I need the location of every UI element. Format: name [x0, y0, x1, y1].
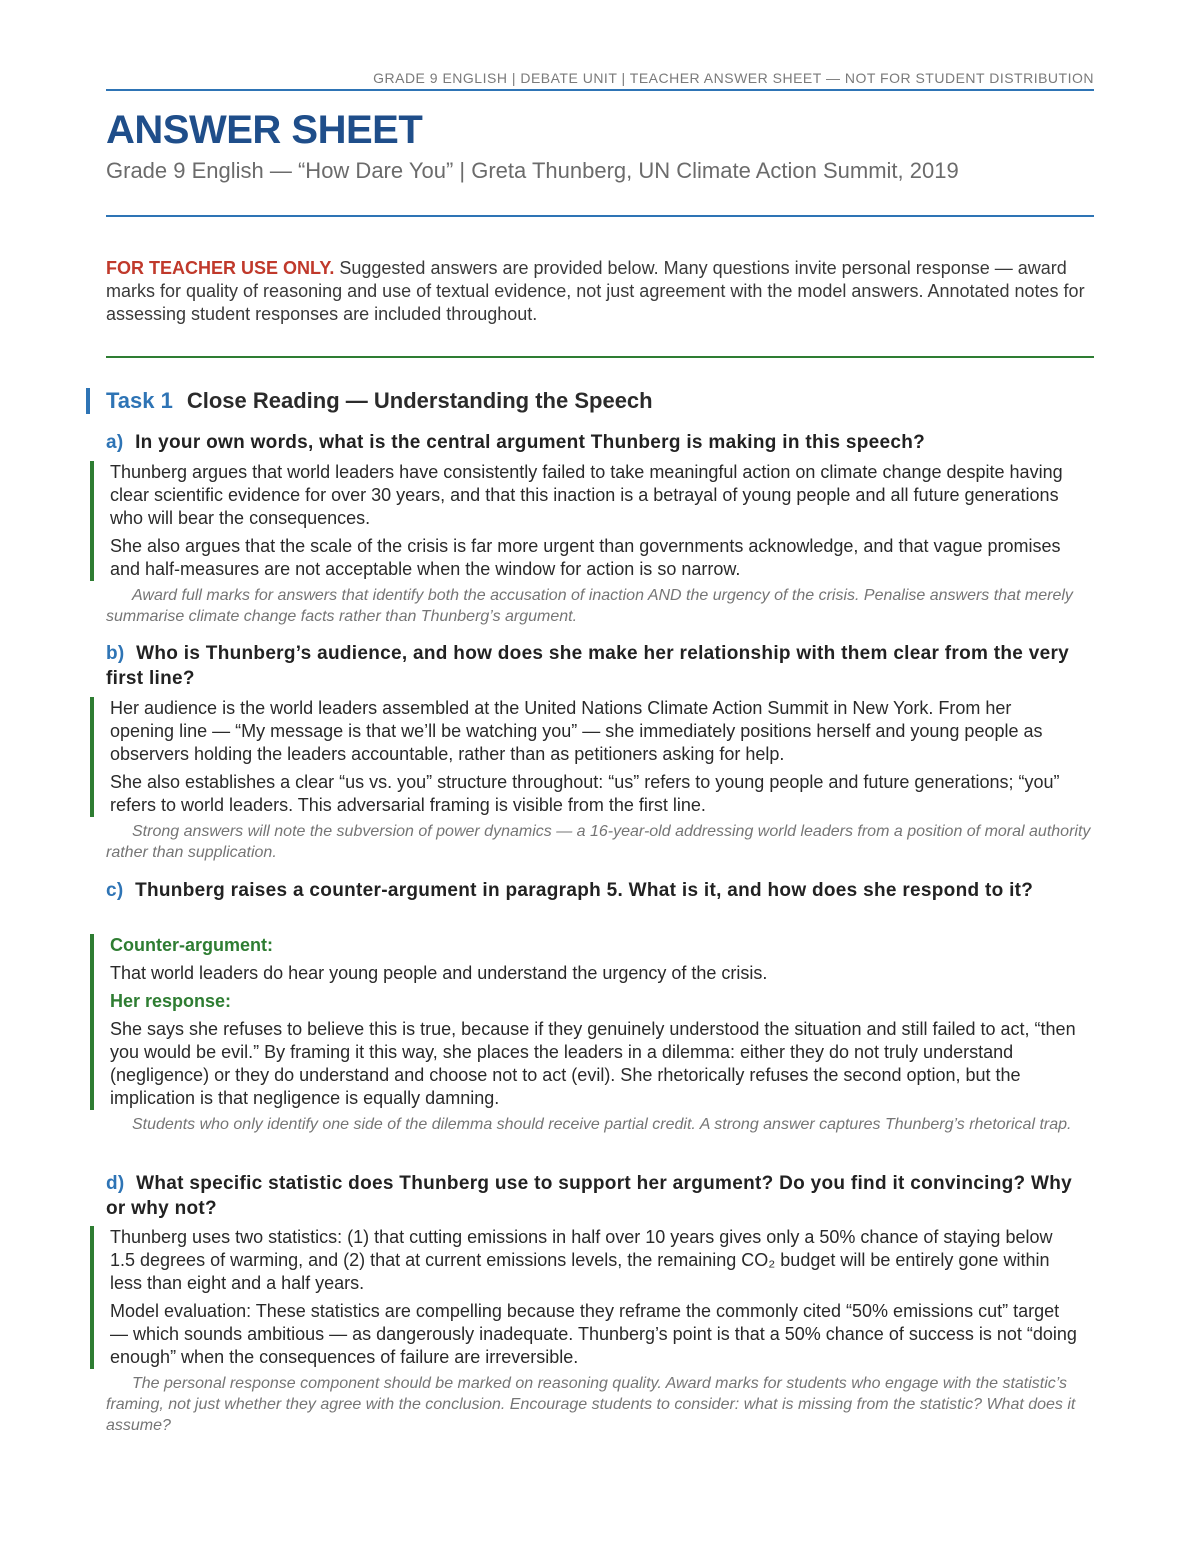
response-text: She says she refuses to believe this is true, because if they genuinely understood the situation and still failed to act, “then you would be evil.” By framing it this way, she places the leaders in a dilemma: either they do not truly understand (negligence) or they do understand and choose not to act (evil). She rhetorically refuses the second option, but the implication is that negligence is equally damning. — [110, 1019, 1076, 1108]
answer-paragraph: She also establishes a clear “us vs. you” structure throughout: “us” refers to young people and future generations; “you” refers to world leaders. This adversarial framing is visible from the first line. — [110, 772, 1060, 815]
question-b — [106, 641, 1094, 691]
task-heading — [86, 388, 653, 414]
task-number: Task 1 — [106, 388, 173, 413]
task-title: Close Reading — Understanding the Speech — [186, 388, 653, 413]
question-text: What specific statistic does Thunberg use to support her argument? Do you find it convincing? Why or why not? — [106, 1173, 1073, 1219]
answer-a — [90, 461, 1078, 581]
teacher-notice-text: Suggested answers are provided below. Many questions invite personal response — award marks for quality of reasoning and use of textual evidence, not just agreement with the model answers. Annotated notes for assessing student responses are included throughout. — [106, 258, 1085, 324]
answer-d — [90, 1226, 1078, 1369]
answer-paragraph: She also argues that the scale of the crisis is far more urgent than governments acknowledge, and that vague promises and half-measures are not acceptable when the window for action is so narrow. — [110, 536, 1061, 579]
page-subtitle: Grade 9 English — “How Dare You” | Greta Thunberg, UN Climate Action Summit, 2019 — [106, 158, 959, 183]
answer-b — [90, 697, 1078, 817]
question-letter: a) — [106, 432, 124, 453]
question-letter: d) — [106, 1173, 125, 1194]
counter-argument-label: Counter-argument: — [110, 935, 273, 955]
question-letter: b) — [106, 643, 125, 664]
answer-paragraph: Model evaluation: These statistics are compelling because they reframe the commonly cited “50% emissions cut” target — which sounds ambitious — as dangerously inadequate. Thunberg’s point is that a 50% chance of success is not “doing enough” when the consequences of failure are irreversible. — [110, 1301, 1077, 1367]
answer-paragraph: Her audience is the world leaders assembled at the United Nations Climate Action Summit in New York. From her opening line — “My message is that we’ll be watching you” — she immediately positions herself and young people as observers holding the leaders accountable, rather than as petitioners asking for help. — [110, 698, 1043, 764]
header-rule — [106, 89, 1094, 91]
question-text: Who is Thunberg’s audience, and how does she make her relationship with them clear from the very first line? — [106, 643, 1070, 689]
teacher-notice-label: FOR TEACHER USE ONLY. — [106, 258, 335, 278]
page-title: ANSWER SHEET — [106, 108, 423, 152]
question-d — [106, 1171, 1094, 1221]
question-a — [106, 430, 1094, 455]
marking-note-b: Strong answers will note the subversion of power dynamics — a 16-year-old addressing world leaders from a position of moral authority rather than supplication. — [106, 823, 1091, 861]
task-accent-bar — [86, 388, 90, 414]
marking-note-c: Students who only identify one side of the dilemma should receive partial credit. A strong answer captures Thunberg’s rhetorical trap. — [132, 1116, 1072, 1133]
question-text: In your own words, what is the central argument Thunberg is making in this speech? — [135, 432, 926, 453]
section-rule — [106, 356, 1094, 358]
question-text: Thunberg raises a counter-argument in paragraph 5. What is it, and how does she respond to it? — [135, 880, 1034, 901]
title-rule — [106, 215, 1094, 217]
running-header: GRADE 9 ENGLISH | DEBATE UNIT | TEACHER ANSWER SHEET — NOT FOR STUDENT DISTRIBUTION — [373, 70, 1094, 86]
answer-paragraph: Thunberg uses two statistics: (1) that cutting emissions in half over 10 years gives only a 50% chance of staying below 1.5 degrees of warming, and (2) that at current emissions levels, the remaining CO₂ budget will be entirely gone within less than eight and a half years. — [110, 1227, 1053, 1293]
teacher-notice — [106, 257, 1094, 326]
response-label: Her response: — [110, 991, 232, 1011]
marking-note-d: The personal response component should be marked on reasoning quality. Award marks for students who engage with the statistic’s framing, not just whether they agree with the conclusion. Encourage students to consider: what is missing from the statistic? What does it assume? — [106, 1375, 1076, 1434]
marking-note-a: Award full marks for answers that identify both the accusation of inaction AND the urgency of the crisis. Penalise answers that merely summarise climate change facts rather than Thunberg’s argument. — [106, 587, 1073, 625]
answer-c — [90, 934, 1078, 1110]
answer-paragraph: Thunberg argues that world leaders have consistently failed to take meaningful action on climate change despite having clear scientific evidence for over 30 years, and that this inaction is a betrayal of young people and all future generations who will bear the consequences. — [110, 462, 1063, 528]
counter-argument-text: That world leaders do hear young people and understand the urgency of the crisis. — [110, 963, 768, 983]
question-letter: c) — [106, 880, 124, 901]
question-c — [106, 878, 1094, 903]
